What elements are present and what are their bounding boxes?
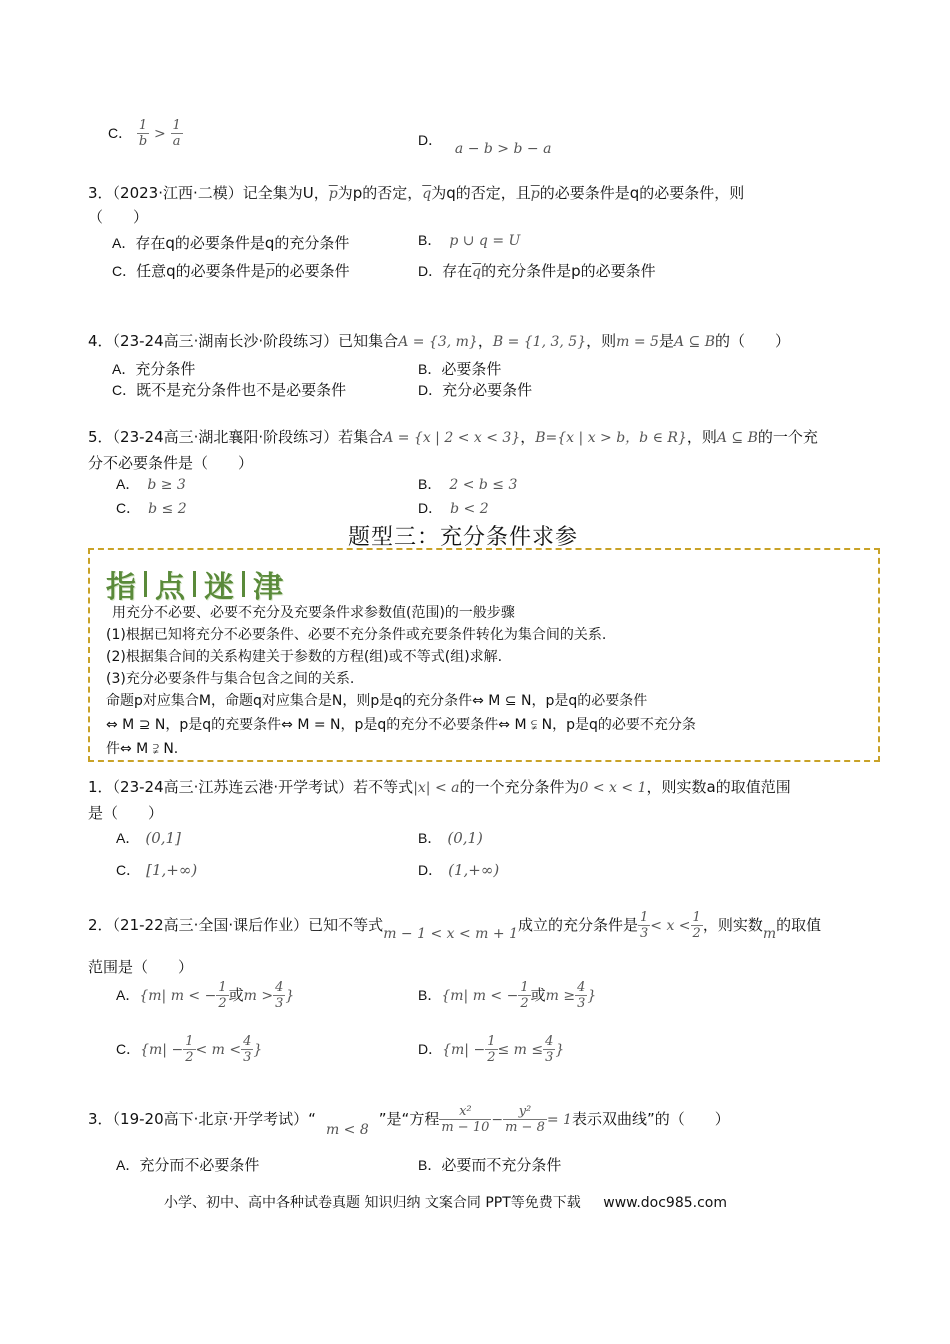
- option-text: 既不是充分条件也不是必要条件: [136, 381, 347, 399]
- q4-option-d: [418, 379, 532, 400]
- math-expr: {m| −: [442, 1042, 486, 1058]
- math-expr: }: [253, 1042, 263, 1058]
- banner-char: 指: [106, 570, 136, 605]
- q-text: 为q的否定，且: [431, 184, 531, 202]
- math-expr: $\overline{p}$: [265, 264, 275, 280]
- q4-option-c: [112, 379, 346, 400]
- math-expr: A ⊆ B: [673, 334, 715, 350]
- fraction: $\frac{4}{3}$: [275, 980, 284, 1011]
- option-key: D．: [418, 263, 443, 279]
- s3q1-option-b: [418, 828, 483, 848]
- option-key: B．: [418, 232, 442, 248]
- section-title: 题型三：充分条件求参: [348, 525, 579, 550]
- q-text: 已知不等式: [308, 916, 384, 934]
- math-op: >: [154, 126, 166, 142]
- option-text: 或: [530, 986, 546, 1004]
- option-text: 的必要条件: [274, 262, 350, 280]
- math-expr: 0 < x < 1: [579, 780, 647, 796]
- q3-option-a: [112, 232, 349, 253]
- q-text: 的取值: [776, 916, 822, 934]
- math-expr: 2 < b ≤ 3: [449, 477, 518, 493]
- question-number: 1．: [88, 778, 113, 796]
- tips-box: [88, 548, 880, 762]
- option-text: 存在q的必要条件是q的充分条件: [135, 234, 350, 252]
- option-key: C．: [112, 382, 137, 398]
- question-3-line1: [88, 182, 744, 203]
- fraction: $\frac{1}{2}$: [692, 910, 701, 941]
- option-key: D．: [418, 862, 443, 878]
- tip-line: 命题p对应集合M，命题q对应集合是N，则p是q的充分条件⇔ M ⊆ N，p是q的必要条件: [106, 693, 648, 709]
- tip-line: (2)根据集合间的关系构建关于参数的方程(组)或不等式(组)求解.: [106, 649, 503, 665]
- math-expr: b ≤ 2: [148, 501, 187, 517]
- option-key: A．: [116, 476, 140, 492]
- math-expr: m − 1 < x < m + 1: [383, 926, 518, 942]
- math-expr: m < 8: [325, 1122, 369, 1138]
- math-expr: }: [587, 988, 597, 1004]
- question-3-line2: [88, 206, 148, 227]
- fraction: $\frac{4}{3}$: [545, 1034, 554, 1065]
- banner-separator: [144, 571, 147, 597]
- math-expr: b ≥ 3: [147, 477, 186, 493]
- fraction: $\frac{1}{2}$: [487, 1034, 496, 1065]
- answer-paren: （ ）: [88, 208, 149, 226]
- math-expr: }: [555, 1042, 565, 1058]
- option-key: C．: [112, 263, 137, 279]
- option-text: 必要条件: [441, 360, 502, 378]
- question-source: （23-24高三·湖南长沙·阶段练习）: [112, 332, 339, 350]
- q-text: 是（ ）: [88, 804, 164, 822]
- math-expr: [1,+∞): [146, 861, 198, 879]
- q-text: 是: [658, 332, 674, 350]
- q-text: 范围是（ ）: [88, 958, 194, 976]
- math-expr: {m| m < −: [441, 988, 519, 1004]
- math-expr: {m| −: [140, 1042, 184, 1058]
- fraction: $\frac{4}{3}$: [243, 1034, 252, 1065]
- q-text: 表示双曲线”的（ ）: [571, 1110, 730, 1128]
- math-expr: −: [491, 1112, 504, 1128]
- math-expr: A = {3, m}: [398, 334, 478, 350]
- footer-link[interactable]: www.doc985.com: [603, 1195, 727, 1211]
- fraction: $\frac{1}{b}$: [138, 118, 148, 149]
- math-expr: $\overline{q}$: [472, 264, 482, 280]
- q5-option-a: [116, 474, 186, 494]
- math-expr: m = 5: [616, 334, 659, 350]
- fraction: $\frac{1}{2}$: [218, 980, 227, 1011]
- math-expr: (1,+∞): [448, 861, 500, 879]
- option-key: A．: [116, 830, 140, 846]
- s3q1-option-a: [116, 828, 181, 848]
- prev-option-d: [418, 130, 552, 157]
- q-text: 的一个充分条件为: [459, 778, 580, 796]
- page-footer: [164, 1192, 727, 1212]
- option-text: 的充分条件是p的必要条件: [481, 262, 656, 280]
- tip-line: ⇔ M ⊇ N，p是q的充要条件⇔ M = N，p是q的充分不必要条件⇔ M ⫋ N，p是q的必要不充分条: [106, 717, 696, 733]
- question-number: 2．: [88, 916, 113, 934]
- q-text: “: [308, 1110, 316, 1128]
- q-text: ，则: [586, 332, 617, 350]
- math-expr: {m| m < −: [139, 988, 217, 1004]
- option-key: A．: [112, 235, 136, 251]
- q-text: 记全集为U，: [242, 184, 329, 202]
- math-expr: m: [762, 926, 777, 942]
- math-expr: (0,1): [447, 829, 483, 847]
- tip-line: (1)根据已知将充分不必要条件、必要不充分条件或充要条件转化为集合间的关系.: [106, 627, 607, 643]
- q-text: ，则实数a的取值范围: [646, 778, 791, 796]
- math-expr: p ∪ q = U: [449, 233, 521, 249]
- q-text: 分不必要条件是（ ）: [88, 454, 254, 472]
- fraction: $\frac{\text{x²}}{m - 10}$: [441, 1104, 490, 1135]
- option-text: 必要而不充分条件: [441, 1156, 562, 1174]
- q4-option-b: [418, 358, 501, 379]
- option-text: 充分而不必要条件: [139, 1156, 260, 1174]
- option-key: A．: [112, 361, 136, 377]
- option-key: A．: [116, 987, 140, 1003]
- math-expr: b < 2: [450, 501, 489, 517]
- fraction: $\frac{4}{3}$: [577, 980, 586, 1011]
- s3-question-2-line1: [88, 910, 821, 941]
- q5-option-d: [418, 498, 489, 518]
- q-text: ”是“方程: [378, 1110, 440, 1128]
- q-text: 若不等式: [353, 778, 414, 796]
- question-5-line1: [88, 426, 818, 447]
- question-source: （23-24高三·湖北襄阳·阶段练习）: [112, 428, 339, 446]
- option-key: D．: [418, 132, 443, 148]
- tip-line: (3)充分必要条件与集合包含之间的关系.: [106, 671, 355, 687]
- option-key: B．: [418, 830, 442, 846]
- option-key: B．: [418, 361, 442, 377]
- option-key: D．: [418, 382, 443, 398]
- fraction: $\frac{1}{a}$: [172, 118, 181, 149]
- fraction: $\frac{1}{3}$: [640, 910, 649, 941]
- math-expr: |x| < a: [413, 780, 460, 796]
- math-expr: A = {x | 2 < x < 3}: [383, 430, 521, 446]
- s3q2-option-d: [418, 1034, 564, 1065]
- banner-separator: [193, 571, 196, 597]
- option-text: 充分必要条件: [442, 381, 533, 399]
- banner-char: 迷: [204, 570, 234, 605]
- question-source: （23-24高三·江苏连云港·开学考试）: [112, 778, 354, 796]
- q-text: ，则: [686, 428, 717, 446]
- question-number: 5．: [88, 428, 113, 446]
- math-expr: a − b > b − a: [454, 141, 552, 157]
- question-number: 3．: [88, 1110, 113, 1128]
- s3q3-option-a: [116, 1154, 259, 1175]
- option-key: B．: [418, 1157, 442, 1173]
- banner-char: 津: [253, 570, 283, 605]
- math-expr: (0,1]: [145, 829, 181, 847]
- question-source: （21-22高三·全国·课后作业）: [112, 916, 309, 934]
- tip-line: 用充分不必要、必要不充分及充要条件求参数值(范围)的一般步骤: [112, 605, 515, 621]
- math-expr: B={x | x > b，b ∈ R}: [535, 430, 687, 446]
- q-text: ，: [477, 332, 493, 350]
- option-key: C．: [116, 862, 141, 878]
- s3q3-option-b: [418, 1154, 561, 1175]
- question-source: （19-20高下·北京·开学考试）: [112, 1110, 309, 1128]
- tip-line: 件⇔ M ⫌ N.: [106, 741, 179, 757]
- math-expr: ≤ m ≤: [497, 1042, 544, 1058]
- option-key: C．: [116, 1041, 141, 1057]
- option-key: D．: [418, 1041, 443, 1057]
- math-expr: = 1: [546, 1112, 572, 1128]
- tips-banner: [106, 562, 283, 606]
- option-key: C．: [108, 125, 133, 141]
- option-text: 存在: [442, 262, 473, 280]
- q-text: 的（ ）: [715, 332, 791, 350]
- q5-option-b: [418, 474, 517, 494]
- s3q2-option-b: [418, 980, 596, 1011]
- fraction: $\frac{1}{2}$: [185, 1034, 194, 1065]
- q-text: 成立的充分条件是: [517, 916, 638, 934]
- math-expr: $\overline{q}$: [422, 186, 432, 202]
- s3q2-option-a: [116, 980, 294, 1011]
- option-key: B．: [418, 987, 442, 1003]
- math-expr: < m <: [195, 1042, 242, 1058]
- question-5-line2: [88, 452, 253, 473]
- math-expr: A ⊆ B: [716, 430, 758, 446]
- footer-text: 小学、初中、高中各种试卷真题 知识归纳 文案合同 PPT等免费下载: [164, 1195, 581, 1211]
- prev-option-c: [108, 118, 183, 149]
- banner-char: 点: [155, 570, 185, 605]
- q3-option-d: [418, 260, 656, 281]
- q4-option-a: [112, 358, 195, 379]
- option-text: 或: [228, 986, 244, 1004]
- math-expr: m ≥: [545, 988, 576, 1004]
- option-key: B．: [418, 476, 442, 492]
- question-number: 4．: [88, 332, 113, 350]
- question-4-line1: [88, 330, 790, 351]
- s3-question-1-line1: [88, 776, 791, 797]
- math-expr: $\overline{p}$: [530, 186, 540, 202]
- s3q2-option-c: [116, 1034, 262, 1065]
- s3-question-3-line1: [88, 1104, 730, 1138]
- fraction: $\frac{1}{2}$: [520, 980, 529, 1011]
- q-text: 为p的否定，: [337, 184, 423, 202]
- math-expr: $\overline{p}$: [328, 186, 338, 202]
- q-text: ，则实数: [702, 916, 763, 934]
- q-text: 的一个充: [757, 428, 818, 446]
- fraction: $\frac{\text{y²}}{m - 8}$: [505, 1104, 545, 1135]
- math-expr: B = {1, 3, 5}: [492, 334, 587, 350]
- option-key: D．: [418, 500, 443, 516]
- q-text: 若集合: [338, 428, 384, 446]
- q5-option-c: [116, 498, 187, 518]
- q-text: 的必要条件是q的必要条件，则: [539, 184, 745, 202]
- question-number: 3．: [88, 184, 113, 202]
- math-expr: m >: [243, 988, 274, 1004]
- q-text: 已知集合: [338, 332, 399, 350]
- q3-option-c: [112, 260, 350, 281]
- option-text: 充分条件: [135, 360, 196, 378]
- option-key: C．: [116, 500, 141, 516]
- s3q1-option-c: [116, 860, 197, 880]
- banner-separator: [242, 571, 245, 597]
- option-key: A．: [116, 1157, 140, 1173]
- s3q1-option-d: [418, 860, 499, 880]
- math-expr: < x <: [650, 918, 691, 934]
- math-expr: }: [285, 988, 295, 1004]
- s3-question-2-line2: [88, 956, 193, 977]
- s3-question-1-line2: [88, 802, 163, 823]
- q3-option-b: [418, 230, 520, 250]
- q-text: ，: [520, 428, 536, 446]
- option-text: 任意q的必要条件是: [136, 262, 266, 280]
- question-source: （2023·江西·二模）: [112, 184, 243, 202]
